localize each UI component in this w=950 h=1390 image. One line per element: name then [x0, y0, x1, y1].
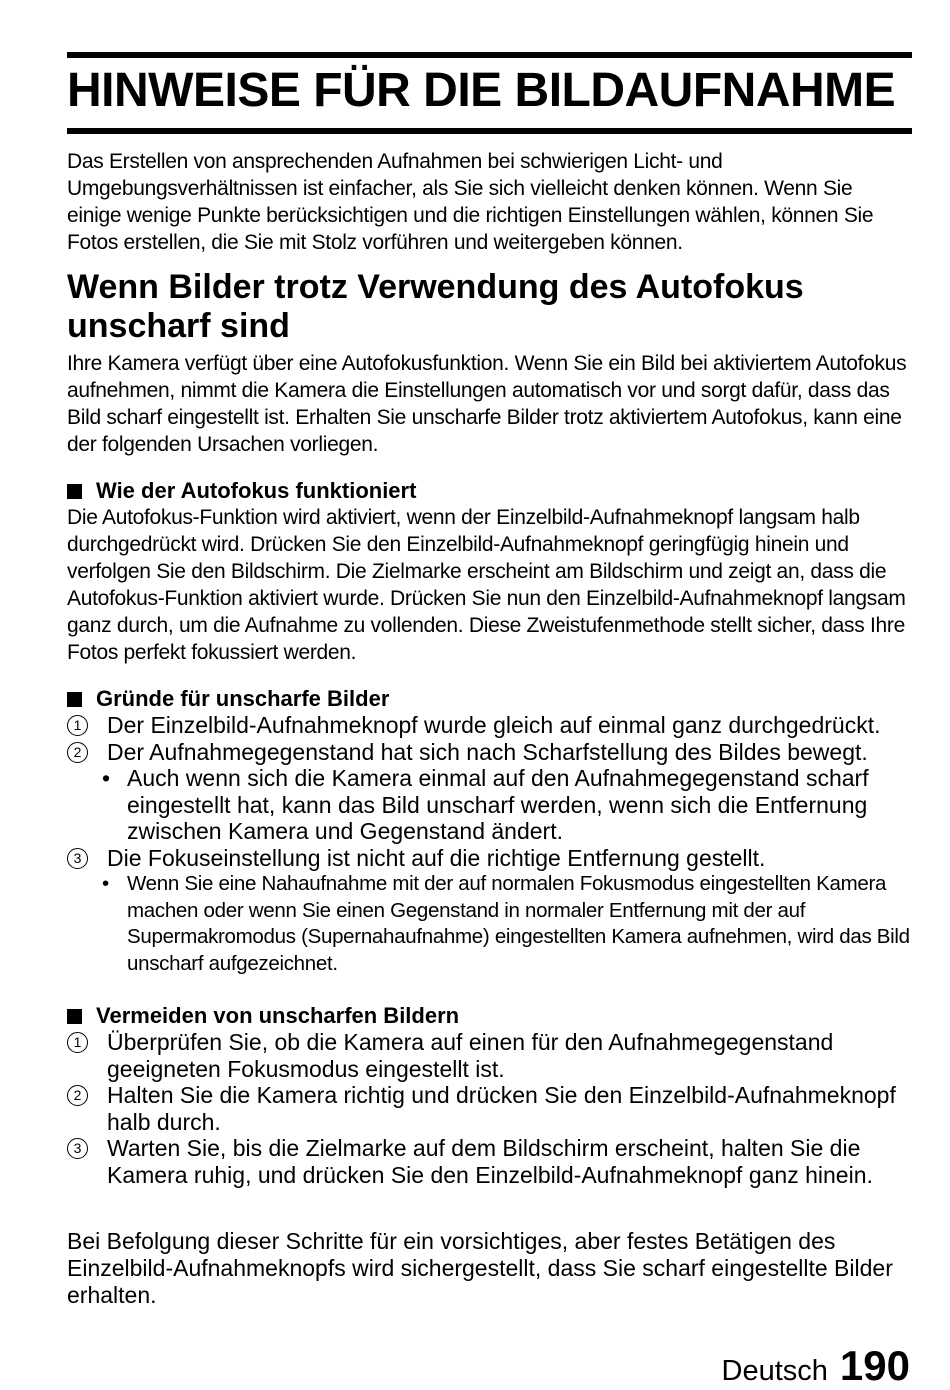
reasons-heading-text: Gründe für unscharfe Bilder — [96, 686, 390, 711]
howto-paragraph: Die Autofokus-Funktion wird aktiviert, wenn der Einzelbild-Aufnahmeknopf langsam halb durchgedrückt wird. Drücken Sie den Einzelbild-Aufnahmeknopf geringfügig hinein und verfolgen Sie den Bildschirm. Die Zielmarke erscheint am Bildschirm und zeigt an, dass die Autofokus-Funktion aktiviert wurde. Drücken Sie nun den Einzelbild-Aufnahmeknopf langsam ganz durch, um die Aufnahme zu vollenden. Diese Zweistufenmethode stellt sicher, dass Ihre Fotos perfekt fokussiert werden. — [67, 506, 906, 664]
list-subitem — [67, 871, 912, 977]
bullet-dot: • — [102, 872, 109, 895]
page-title: HINWEISE FÜR DIE BILDAUFNAHME — [67, 64, 896, 117]
title-bar — [67, 52, 912, 134]
list-subitem — [67, 765, 912, 845]
page — [67, 52, 912, 1309]
reasons-list — [67, 712, 912, 977]
closing-paragraph: Bei Befolgung dieser Schritte für ein vorsichtiges, aber festes Betätigen des Einzelbild-Aufnahmeknopfs wird sichergestellt, dass Sie scharf eingestellte Bilder erhalten. — [67, 1228, 893, 1308]
list-subitem-text: Wenn Sie eine Nahaufnahme mit der auf normalen Fokusmodus eingestellten Kamera machen oder wenn Sie einen Gegenstand in normaler Entfernung mit der auf Supermakromodus (Supernahaufnahme) eingestellten Kamera aufnehmen, wird das Bild unscharf aufgezeichnet. — [127, 872, 910, 975]
circled-number: 3 — [67, 848, 88, 869]
list-item — [67, 712, 912, 739]
list-item-text: Halten Sie die Kamera richtig und drücken Sie den Einzelbild-Aufnahmeknopf halb durch. — [107, 1082, 896, 1135]
list-item — [67, 739, 912, 766]
list-item — [67, 1082, 912, 1135]
circled-number: 2 — [67, 1085, 88, 1106]
list-item-text: Überprüfen Sie, ob die Kamera auf einen für den Aufnahmegegenstand geeigneten Fokusmodus eingestellt ist. — [107, 1029, 834, 1082]
section-heading: Wenn Bilder trotz Verwendung des Autofokus unscharf sind — [67, 268, 804, 345]
square-bullet-icon — [67, 484, 82, 499]
howto-heading-text: Wie der Autofokus funktioniert — [96, 478, 417, 503]
reasons-heading — [67, 686, 912, 712]
square-bullet-icon — [67, 692, 82, 707]
howto-heading — [67, 478, 912, 504]
list-subitem-text: Auch wenn sich die Kamera einmal auf den Aufnahmegegenstand scharf eingestellt hat, kann das Bild unscharf werden, wenn sich die Entfernung zwischen Kamera und Gegenstand ändert. — [127, 765, 869, 844]
list-item — [67, 1135, 912, 1188]
avoid-heading-text: Vermeiden von unscharfen Bildern — [96, 1003, 460, 1028]
footer-language: Deutsch — [721, 1355, 828, 1387]
intro-paragraph: Das Erstellen von ansprechenden Aufnahmen bei schwierigen Licht- und Umgebungsverhältnissen ist einfacher, als Sie sich vielleicht denken können. Wenn Sie einige wenige Punkte berücksichtigen und die richtigen Einstellungen wählen, können Sie Fotos erstellen, die Sie mit Stolz vorführen und weitergeben können. — [67, 150, 874, 254]
list-item-text: Der Einzelbild-Aufnahmeknopf wurde gleich auf einmal ganz durchgedrückt. — [107, 712, 881, 738]
list-item — [67, 1029, 912, 1082]
circled-number: 3 — [67, 1138, 88, 1159]
square-bullet-icon — [67, 1009, 82, 1024]
section-paragraph: Ihre Kamera verfügt über eine Autofokusfunktion. Wenn Sie ein Bild bei aktiviertem Autofokus aufnehmen, nimmt die Kamera die Einstellungen automatisch vor und sorgt dafür, dass das Bild scharf eingestellt ist. Erhalten Sie unscharfe Bilder trotz aktiviertem Autofokus, kann eine der folgenden Ursachen vorliegen. — [67, 352, 907, 456]
circled-number: 1 — [67, 1032, 88, 1053]
bullet-dot: • — [102, 765, 111, 791]
avoid-list — [67, 1029, 912, 1188]
list-item-text: Der Aufnahmegegenstand hat sich nach Scharfstellung des Bildes bewegt. — [107, 738, 868, 765]
page-number: 190 — [839, 1342, 910, 1389]
avoid-heading — [67, 1003, 912, 1029]
list-item — [67, 845, 912, 872]
list-item-text: Die Fokuseinstellung ist nicht auf die richtige Entfernung gestellt. — [107, 844, 766, 871]
circled-number: 2 — [67, 742, 88, 763]
list-item-text: Warten Sie, bis die Zielmarke auf dem Bildschirm erscheint, halten Sie die Kamera ruhig, und drücken Sie den Einzelbild-Aufnahmeknopf ganz hinein. — [107, 1135, 873, 1188]
circled-number: 1 — [67, 715, 88, 736]
